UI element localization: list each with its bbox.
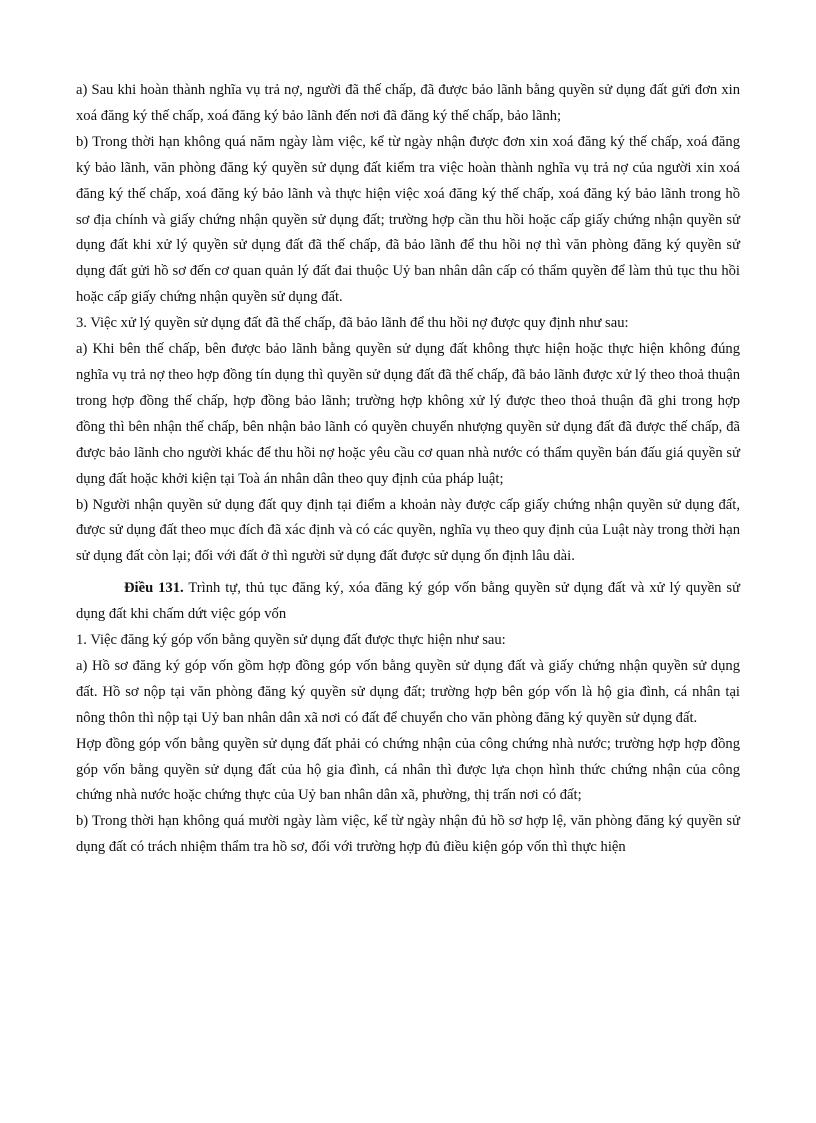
paragraph-131-1b: b) Trong thời hạn không quá mười ngày làm việc, kể từ ngày nhận đủ hồ sơ hợp lệ, văn phòng đăng ký quyền sử dụng đất có trách nhiệm thẩm tra hồ sơ, đối với trường hợp đủ điều kiện góp vốn thì thực hiện [76,813,740,856]
paragraph-3: 3. Việc xử lý quyền sử dụng đất đã thế chấp, đã bảo lãnh để thu hồi nợ được quy định như sau: [76,315,629,332]
article-number: Điều 131. [124,580,184,597]
paragraph-contract: Hợp đồng góp vốn bằng quyền sử dụng đất phải có chứng nhận của công chứng nhà nước; trường hợp hợp đồng góp vốn bằng quyền sử dụng đất của hộ gia đình, cá nhân thì được lựa chọn hình thức chứng nhận của công chứng nhà nước hoặc chứng thực của Uỷ ban nhân dân xã, phường, thị trấn nơi có đất; [76,735,740,804]
article-heading-paragraph [76,576,740,628]
paragraph-131-1a: a) Hồ sơ đăng ký góp vốn gồm hợp đồng góp vốn bằng quyền sử dụng đất và giấy chứng nhận quyền sử dụng đất. Hồ sơ nộp tại văn phòng đăng ký quyền sử dụng đất; trường hợp bên góp vốn là hộ gia đình, cá nhân tại nông thôn thì nộp tại Uỷ ban nhân dân xã nơi có đất để chuyển cho văn phòng đăng ký quyền sử dụng đất. [76,657,740,726]
article-title: Trình tự, thủ tục đăng ký, xóa đăng ký góp vốn bằng quyền sử dụng đất và xử lý quyền sử dụng đất khi chấm dứt việc góp vốn [76,580,740,623]
paragraph-3a: a) Khi bên thế chấp, bên được bảo lãnh bằng quyền sử dụng đất không thực hiện hoặc thực hiện không đúng nghĩa vụ trả nợ theo hợp đồng tín dụng thì quyền sử dụng đất đã thế chấp, đã bảo lãnh được xử lý theo thoả thuận trong hợp đồng thế chấp, hợp đồng bảo lãnh; trường hợp không xử lý được theo thoả thuận đã ghi trong hợp đồng thì bên nhận thế chấp, bên nhận bảo lãnh có quyền chuyển nhượng quyền sử dụng đất đã được thế chấp, đã được bảo lãnh cho người khác để thu hồi nợ hoặc yêu cầu cơ quan nhà nước có thẩm quyền bán đấu giá quyền sử dụng đất hoặc khởi kiện tại Toà án nhân dân theo quy định của pháp luật; [76,341,740,487]
document-page [76,78,740,861]
paragraph-131-1: 1. Việc đăng ký góp vốn bằng quyền sử dụng đất được thực hiện như sau: [76,632,506,649]
paragraph-3b: b) Người nhận quyền sử dụng đất quy định tại điểm a khoản này được cấp giấy chứng nhận quyền sử dụng đất, được sử dụng đất theo mục đích đã xác định và có các quyền, nghĩa vụ theo quy định của Luật này trong thời hạn sử dụng đất còn lại; đối với đất ở thì người sử dụng đất được sử dụng ổn định lâu dài. [76,496,740,565]
paragraph-1b: b) Trong thời hạn không quá năm ngày làm việc, kể từ ngày nhận được đơn xin xoá đăng ký thế chấp, xoá đăng ký bảo lãnh, văn phòng đăng ký quyền sử dụng đất kiểm tra việc hoàn thành nghĩa vụ trả nợ của người xin xoá đăng ký thế chấp, xoá đăng ký bảo lãnh và thực hiện việc xoá đăng ký thế chấp, xoá đăng ký bảo lãnh trong hồ sơ địa chính và giấy chứng nhận quyền sử dụng đất; trường hợp cần thu hồi hoặc cấp giấy chứng nhận quyền sử dụng đất khi xử lý quyền sử dụng đất đã thế chấp, đã bảo lãnh để thu hồi nợ thì văn phòng đăng ký quyền sử dụng đất gửi hồ sơ đến cơ quan quản lý đất đai thuộc Uỷ ban nhân dân cấp có thẩm quyền để làm thủ tục thu hồi hoặc cấp giấy chứng nhận quyền sử dụng đất. [76,133,740,306]
paragraph-1a: a) Sau khi hoàn thành nghĩa vụ trả nợ, người đã thế chấp, đã được bảo lãnh bằng quyền sử dụng đất gửi đơn xin xoá đăng ký thế chấp, xoá đăng ký bảo lãnh đến nơi đã đăng ký thế chấp, bảo lãnh; [76,82,740,124]
